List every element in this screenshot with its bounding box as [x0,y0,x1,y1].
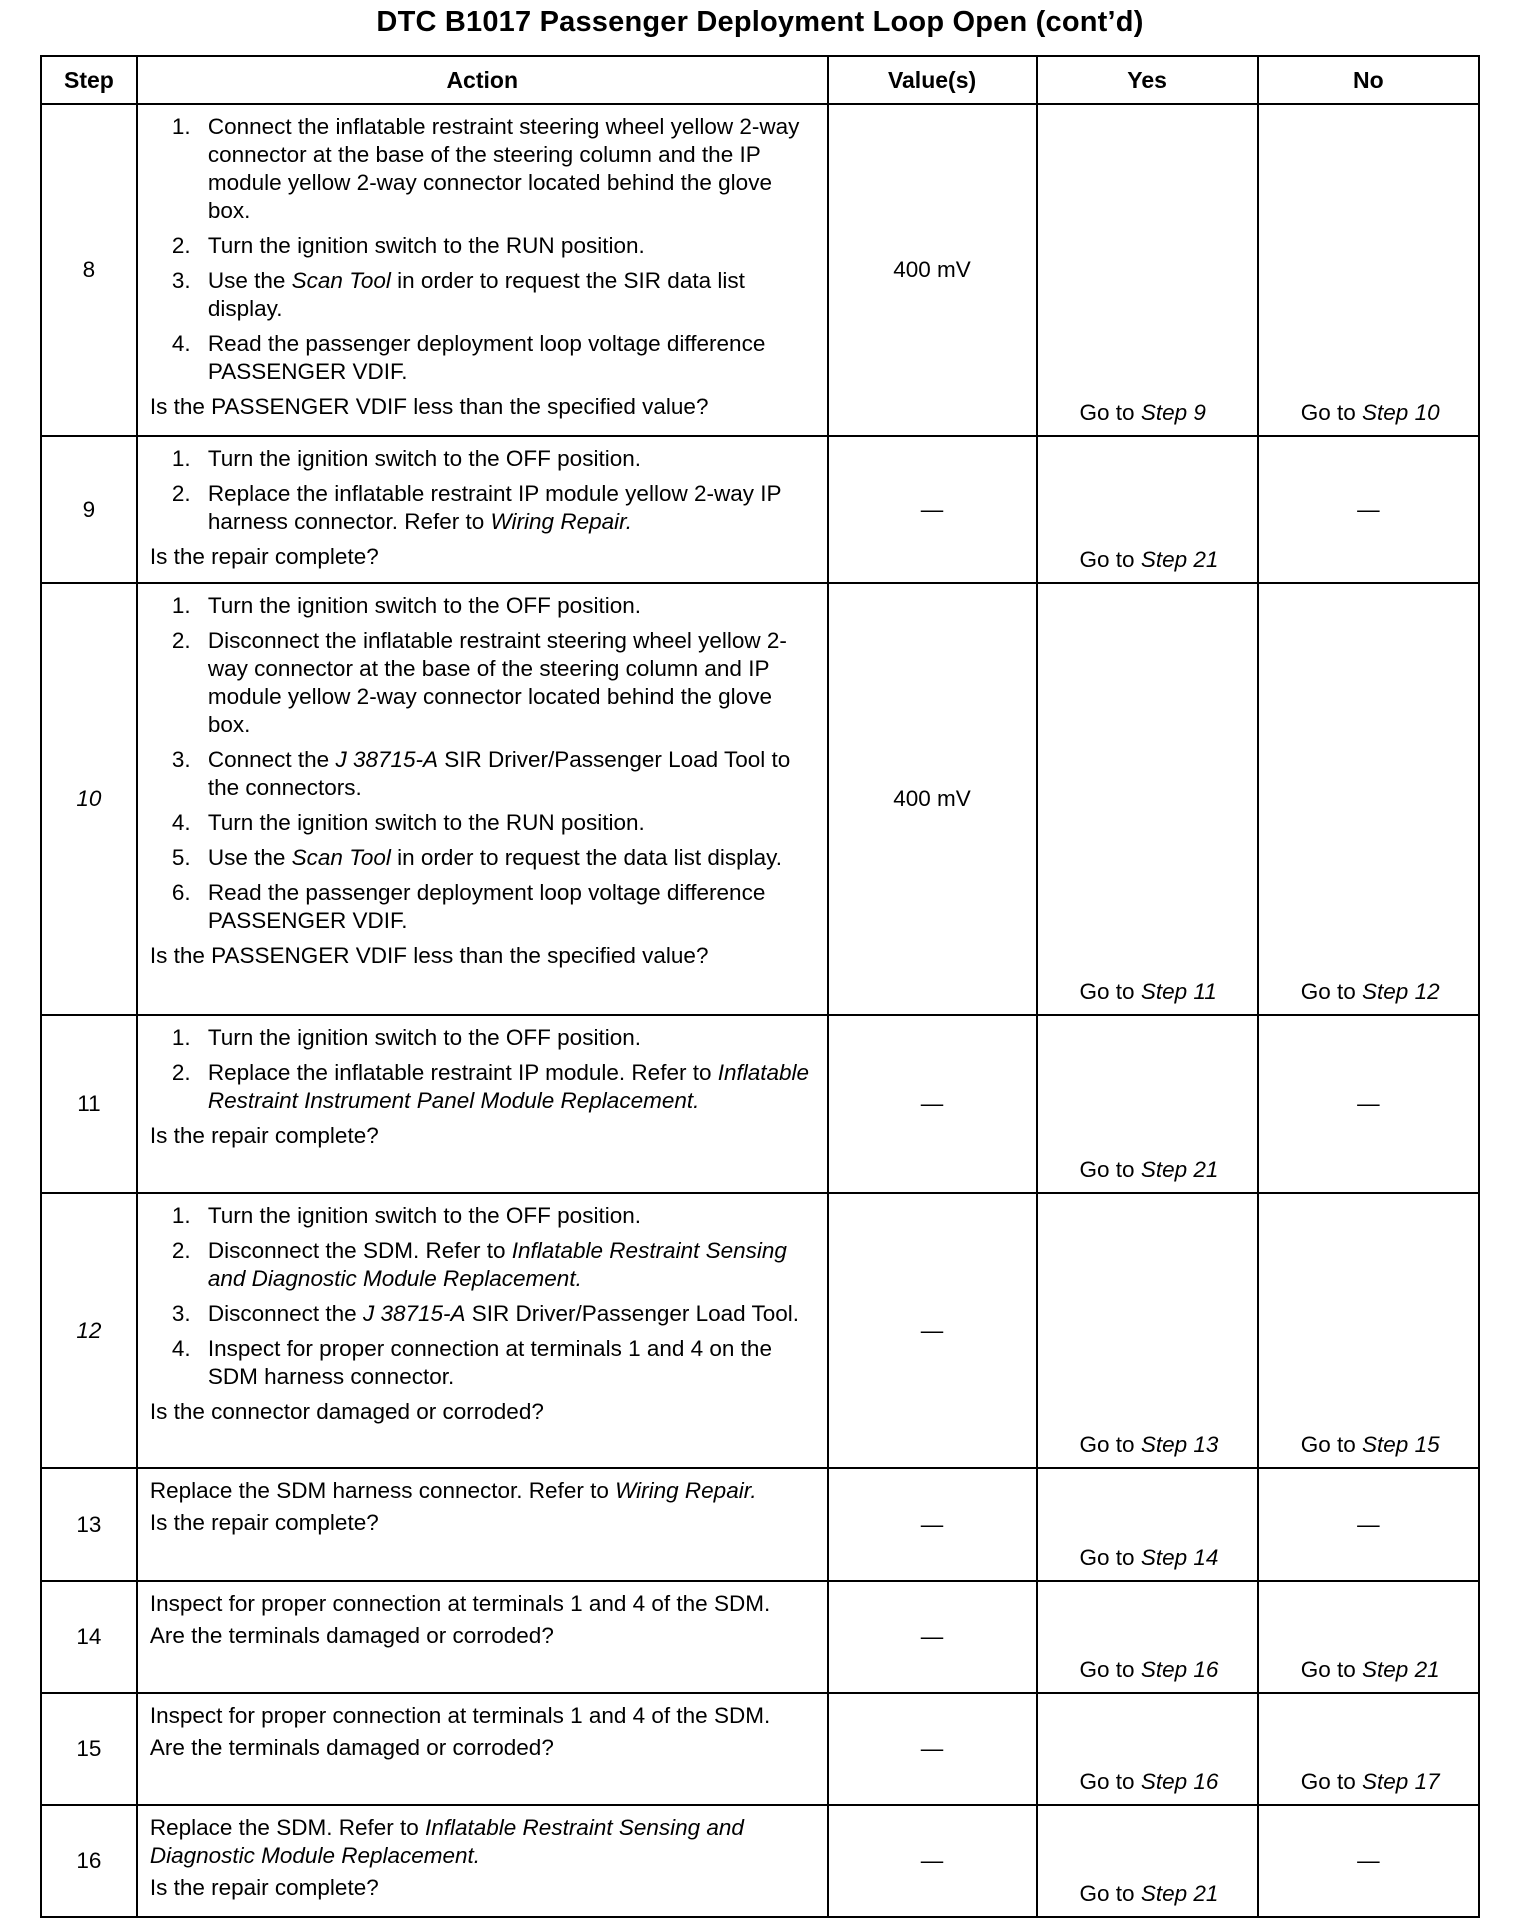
item-number: 2. [171,233,191,258]
table-row [41,1015,1479,1193]
step-reference: Step 12 [1362,979,1440,1004]
reference-text: Inflatable Restraint Instrument Panel Module Replacement. [207,1060,810,1113]
action-cell [137,436,828,583]
no-cell: Go to Step 21 [1258,1581,1479,1693]
value-cell: — [828,1805,1037,1917]
step-number: 12 [41,1193,137,1468]
action-question: Is the PASSENGER VDIF less than the specified value? [149,943,709,968]
header-yes: Yes [1037,56,1258,104]
item-number: 1. [171,593,191,618]
action-list [150,1202,817,1391]
header-action: Action [137,56,828,104]
reference-text: Scan Tool [291,845,391,870]
item-number: 2. [171,1060,191,1085]
table-row [41,1693,1479,1805]
step-reference: Step 21 [1362,1657,1440,1682]
step-number: 9 [41,436,137,583]
yes-cell: Go to Step 11 [1037,583,1258,1015]
action-list-item: 3. Use the Scan Tool in order to request the SIR data list display. [171,268,745,321]
action-list [150,113,817,386]
step-number: 16 [41,1805,137,1917]
action-list-item: 2. Replace the inflatable restraint IP module. Refer to Inflatable Restraint Instrument Panel Module Replacement. [171,1060,810,1113]
item-number: 3. [171,747,191,772]
table-header-row [41,56,1479,104]
table-row [41,104,1479,436]
table-row [41,1581,1479,1693]
action-list-item: 1. Turn the ignition switch to the OFF position. [171,1025,641,1050]
action-list [150,592,817,935]
step-reference: Step 11 [1140,979,1217,1004]
header-step: Step [41,56,137,104]
action-list-item: 2. Replace the inflatable restraint IP module yellow 2-way IP harness connector. Refer to Wiring Repair. [171,481,782,534]
action-list-item: 2. Turn the ignition switch to the RUN position. [171,233,645,258]
action-list-item: 1. Turn the ignition switch to the OFF position. [171,1203,641,1228]
action-list-item: 1. Connect the inflatable restraint steering wheel yellow 2-way connector at the base of the steering column and the IP module yellow 2-way connector located behind the glove box. [171,114,800,223]
reference-text: Scan Tool [291,268,391,293]
action-list [150,445,817,536]
action-list-item: 4. Inspect for proper connection at terminals 1 and 4 on the SDM harness connector. [171,1336,772,1389]
value-cell: 400 mV [828,104,1037,436]
action-list-item: 3. Disconnect the J 38715-A SIR Driver/Passenger Load Tool. [171,1301,800,1326]
no-cell: — [1258,1015,1479,1193]
step-reference: Step 13 [1140,1432,1219,1457]
no-cell: Go to Step 12 [1258,583,1479,1015]
no-cell: — [1258,1468,1479,1581]
action-list-item: 2. Disconnect the inflatable restraint steering wheel yellow 2-way connector at the base of the steering column and IP module yellow 2-way connector located behind the glove box. [171,628,787,737]
table-row [41,436,1479,583]
item-number: 5. [171,845,191,870]
step-reference: Step 10 [1362,400,1440,425]
action-list-item: 4. Read the passenger deployment loop voltage difference PASSENGER VDIF. [171,331,766,384]
no-cell: Go to Step 10 [1258,104,1479,436]
reference-text: Inflatable Restraint Sensing and Diagnostic Module Replacement. [149,1815,744,1868]
value-cell: — [828,1581,1037,1693]
item-number: 2. [171,1238,191,1263]
action-question: Is the connector damaged or corroded? [149,1399,544,1424]
action-text: Replace the SDM harness connector. Refer to Wiring Repair. [149,1478,757,1503]
action-list-item: 6. Read the passenger deployment loop voltage difference PASSENGER VDIF. [171,880,766,933]
yes-cell: Go to Step 16 [1037,1693,1258,1805]
value-cell: — [828,436,1037,583]
step-number: 8 [41,104,137,436]
action-cell [137,1193,828,1468]
item-number: 2. [171,628,191,653]
item-number: 4. [171,810,191,835]
header-no: No [1258,56,1479,104]
action-list-item: 2. Disconnect the SDM. Refer to Inflatable Restraint Sensing and Diagnostic Module Replacement. [171,1238,787,1291]
yes-cell: Go to Step 9 [1037,104,1258,436]
item-number: 3. [171,1301,191,1326]
step-number: 10 [41,583,137,1015]
step-number: 14 [41,1581,137,1693]
action-list [150,1024,817,1115]
step-reference: Step 15 [1362,1432,1440,1457]
yes-cell: Go to Step 21 [1037,1015,1258,1193]
action-cell [137,1468,828,1581]
reference-text: Wiring Repair. [490,509,633,534]
action-cell [137,1693,828,1805]
step-number: 15 [41,1693,137,1805]
table-body [41,104,1479,1917]
step-reference: Step 21 [1140,1157,1219,1182]
value-cell: — [828,1193,1037,1468]
step-reference: Step 14 [1140,1545,1219,1570]
step-reference: Step 16 [1140,1657,1219,1682]
yes-cell: Go to Step 14 [1037,1468,1258,1581]
value-cell: 400 mV [828,583,1037,1015]
step-reference: Step 21 [1140,1881,1219,1906]
item-number: 1. [171,1025,191,1050]
action-question: Is the repair complete? [149,1510,379,1535]
action-question: Is the PASSENGER VDIF less than the specified value? [149,394,709,419]
yes-cell: Go to Step 21 [1037,436,1258,583]
action-cell [137,1015,828,1193]
item-number: 2. [171,481,191,506]
action-question: Is the repair complete? [149,1123,379,1148]
action-question: Are the terminals damaged or corroded? [149,1623,554,1648]
item-number: 1. [171,114,191,139]
item-number: 4. [171,1336,191,1361]
value-cell: — [828,1693,1037,1805]
item-number: 4. [171,331,191,356]
action-cell [137,1581,828,1693]
page-title: DTC B1017 Passenger Deployment Loop Open (cont’d) [376,6,1144,38]
action-list-item: 1. Turn the ignition switch to the OFF position. [171,593,641,618]
table-row [41,1805,1479,1917]
step-reference: Step 21 [1140,547,1219,572]
header-values: Value(s) [828,56,1037,104]
action-list-item: 5. Use the Scan Tool in order to request the data list display. [171,845,782,870]
table-row [41,1468,1479,1581]
action-cell [137,583,828,1015]
reference-text: Inflatable Restraint Sensing and Diagnostic Module Replacement. [207,1238,787,1291]
no-cell: — [1258,1805,1479,1917]
value-cell: — [828,1015,1037,1193]
action-text: Inspect for proper connection at terminals 1 and 4 of the SDM. [149,1591,771,1616]
item-number: 1. [171,1203,191,1228]
dtc-table [40,55,1480,1918]
reference-text: J 38715-A [335,747,439,772]
step-reference: Step 16 [1140,1769,1219,1794]
no-cell: — [1258,436,1479,583]
value-cell: — [828,1468,1037,1581]
action-cell [137,1805,828,1917]
table-row [41,583,1479,1015]
yes-cell: Go to Step 21 [1037,1805,1258,1917]
step-number: 13 [41,1468,137,1581]
yes-cell: Go to Step 13 [1037,1193,1258,1468]
step-reference: Step 17 [1362,1769,1440,1794]
action-text: Inspect for proper connection at terminals 1 and 4 of the SDM. [149,1703,771,1728]
step-number: 11 [41,1015,137,1193]
table-row [41,1193,1479,1468]
action-list-item: 4. Turn the ignition switch to the RUN position. [171,810,645,835]
action-list-item: 3. Connect the J 38715-A SIR Driver/Passenger Load Tool to the connectors. [171,747,791,800]
action-cell [137,104,828,436]
item-number: 6. [171,880,191,905]
reference-text: J 38715-A [362,1301,466,1326]
action-question: Is the repair complete? [149,1875,379,1900]
step-reference: Step 9 [1140,400,1206,425]
reference-text: Wiring Repair. [615,1478,757,1503]
action-question: Is the repair complete? [149,544,379,569]
item-number: 3. [171,268,191,293]
action-list-item: 1. Turn the ignition switch to the OFF position. [171,446,641,471]
no-cell: Go to Step 17 [1258,1693,1479,1805]
yes-cell: Go to Step 16 [1037,1581,1258,1693]
item-number: 1. [171,446,191,471]
no-cell: Go to Step 15 [1258,1193,1479,1468]
action-text: Replace the SDM. Refer to Inflatable Restraint Sensing and Diagnostic Module Replacement. [149,1815,744,1868]
action-question: Are the terminals damaged or corroded? [149,1735,554,1760]
